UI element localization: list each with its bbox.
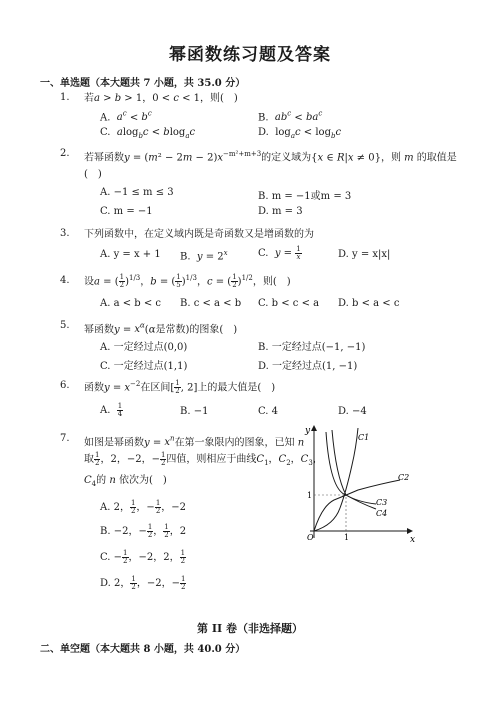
q7-option-a[interactable]: A. 2， $\frac{1}{2}$ ，− $\frac{1}{2}$ ，−2 xyxy=(100,499,187,515)
q5-option-c[interactable]: C. 一定经过点(1,1) xyxy=(100,361,188,372)
question-5-stem: 幂函数$y = x^\alpha(\alpha$是常数)的图象( ) xyxy=(84,322,238,336)
q7-option-d[interactable]: D. 2， $\frac{1}{2}$ ，−2，− $\frac{1}{2}$ xyxy=(100,575,186,591)
part-two-heading: 第 II 卷（非选择题） xyxy=(197,622,303,635)
q7-option-c[interactable]: C. − $\frac{1}{2}$ ，−2，2， $\frac{1}{2}$ xyxy=(100,549,186,565)
question-number: 7. xyxy=(60,433,70,444)
label-c2: C2 xyxy=(398,473,410,482)
q1-option-b[interactable]: B. $ab^c < ba^c$ xyxy=(258,110,323,124)
question-2-stem: 若幂函数$y = (m^2 - 2m - 2)x^{-m^2+m+3}$的定义域为{x ∈ R|x ≠ 0}，则 m 的取值是 xyxy=(84,150,457,164)
question-7-line-3: $C_4$的 n 依次为( ) xyxy=(84,475,167,488)
q5-option-b[interactable]: B. 一定经过点(−1, −1) xyxy=(258,342,366,353)
q2-option-c[interactable]: C. m = −1 xyxy=(100,206,153,217)
q2-option-b[interactable]: B. m = −1或m = 3 xyxy=(258,191,352,202)
question-3-stem: 下列函数中，在定义域内既是奇函数又是增函数的为 xyxy=(84,229,314,240)
section-heading-2: 二、单空题（本大题共 8 小题，共 40.0 分） xyxy=(40,644,246,655)
q3-option-a[interactable]: A. y = x + 1 xyxy=(100,249,161,260)
q1-option-c[interactable]: C. alog$_b$c < blog$_a$c xyxy=(100,127,196,140)
question-number: 6. xyxy=(60,380,70,391)
x-axis-label: x xyxy=(410,535,416,545)
question-7-line-2: 取 $\frac{1}{2}$ ，2，−2，− $\frac{1}{2}$ 四值，则相应于曲线$C_1$，$C_2$，$C_3$， xyxy=(84,451,323,467)
q3-option-b[interactable]: B. $y = 2^x$ xyxy=(180,249,228,263)
question-number: 3. xyxy=(60,228,70,239)
q3-option-c[interactable]: C. y = $\frac{1}{x}$ xyxy=(258,245,301,261)
question-1-stem: 若a > b > 1，0 < c < 1，则( ) xyxy=(84,93,238,104)
label-c1: C1 xyxy=(358,433,370,442)
q4-option-c[interactable]: C. b < c < a xyxy=(258,298,320,309)
origin-label: O xyxy=(307,533,314,542)
q4-option-d[interactable]: D. b < a < c xyxy=(338,298,400,309)
q6-option-a[interactable]: A. $\frac{1}{4}$ xyxy=(100,402,123,418)
q4-option-a[interactable]: A. a < b < c xyxy=(100,298,162,309)
q1-option-a[interactable]: A. $a^c < b^c$ xyxy=(100,110,152,124)
section-heading-1: 一、单选题（本大题共 7 小题，共 35.0 分） xyxy=(40,78,246,89)
q5-option-d[interactable]: D. 一定经过点(1, −1) xyxy=(258,361,358,372)
question-4-stem: 设a = ( $\frac{1}{2}$ )$^{1/3}$，b = ( $\frac{1}{5}$ )$^{1/3}$，c = ( $\frac{1}{2}$ )$^{1/2}$，则( ) xyxy=(84,273,291,290)
curve-c3 xyxy=(332,430,376,504)
page-title: 幂函数练习题及答案 xyxy=(169,45,331,65)
question-number: 4. xyxy=(60,275,70,286)
label-c4: C4 xyxy=(376,509,388,518)
y-axis-label: y xyxy=(305,426,311,436)
y-tick-1: 1 xyxy=(307,491,313,500)
question-number: 2. xyxy=(60,148,70,159)
q2-option-d[interactable]: D. m = 3 xyxy=(258,206,303,217)
label-c3: C3 xyxy=(376,498,388,507)
question-6-stem: 函数$y = x^{-2}$在区间[ $\frac{1}{2}$ , 2]上的最大值是( ) xyxy=(84,379,276,396)
q6-option-b[interactable]: B. −1 xyxy=(180,406,209,417)
q6-option-d[interactable]: D. −4 xyxy=(338,406,367,417)
q2-option-a[interactable]: A. −1 ≤ m ≤ 3 xyxy=(100,187,174,198)
q4-option-b[interactable]: B. c < a < b xyxy=(180,298,242,309)
question-7-line-1: 如图是幂函数$y = x^n$在第一象限内的图象，已知 n xyxy=(84,435,305,449)
q6-option-c[interactable]: C. 4 xyxy=(258,406,279,417)
question-number: 5. xyxy=(60,320,70,331)
power-function-graph xyxy=(300,420,425,545)
question-2-paren: ( ) xyxy=(84,169,102,180)
question-number: 1. xyxy=(60,92,70,103)
q5-option-a[interactable]: A. 一定经过点(0,0) xyxy=(100,342,188,353)
q3-option-d[interactable]: D. y = x|x| xyxy=(338,249,391,260)
x-tick-1: 1 xyxy=(344,533,350,542)
q7-option-b[interactable]: B. −2，− $\frac{1}{2}$ ， $\frac{1}{2}$ ，2 xyxy=(100,523,187,539)
q1-option-d[interactable]: D. $\log_ac < \log_bc$ xyxy=(258,127,342,140)
